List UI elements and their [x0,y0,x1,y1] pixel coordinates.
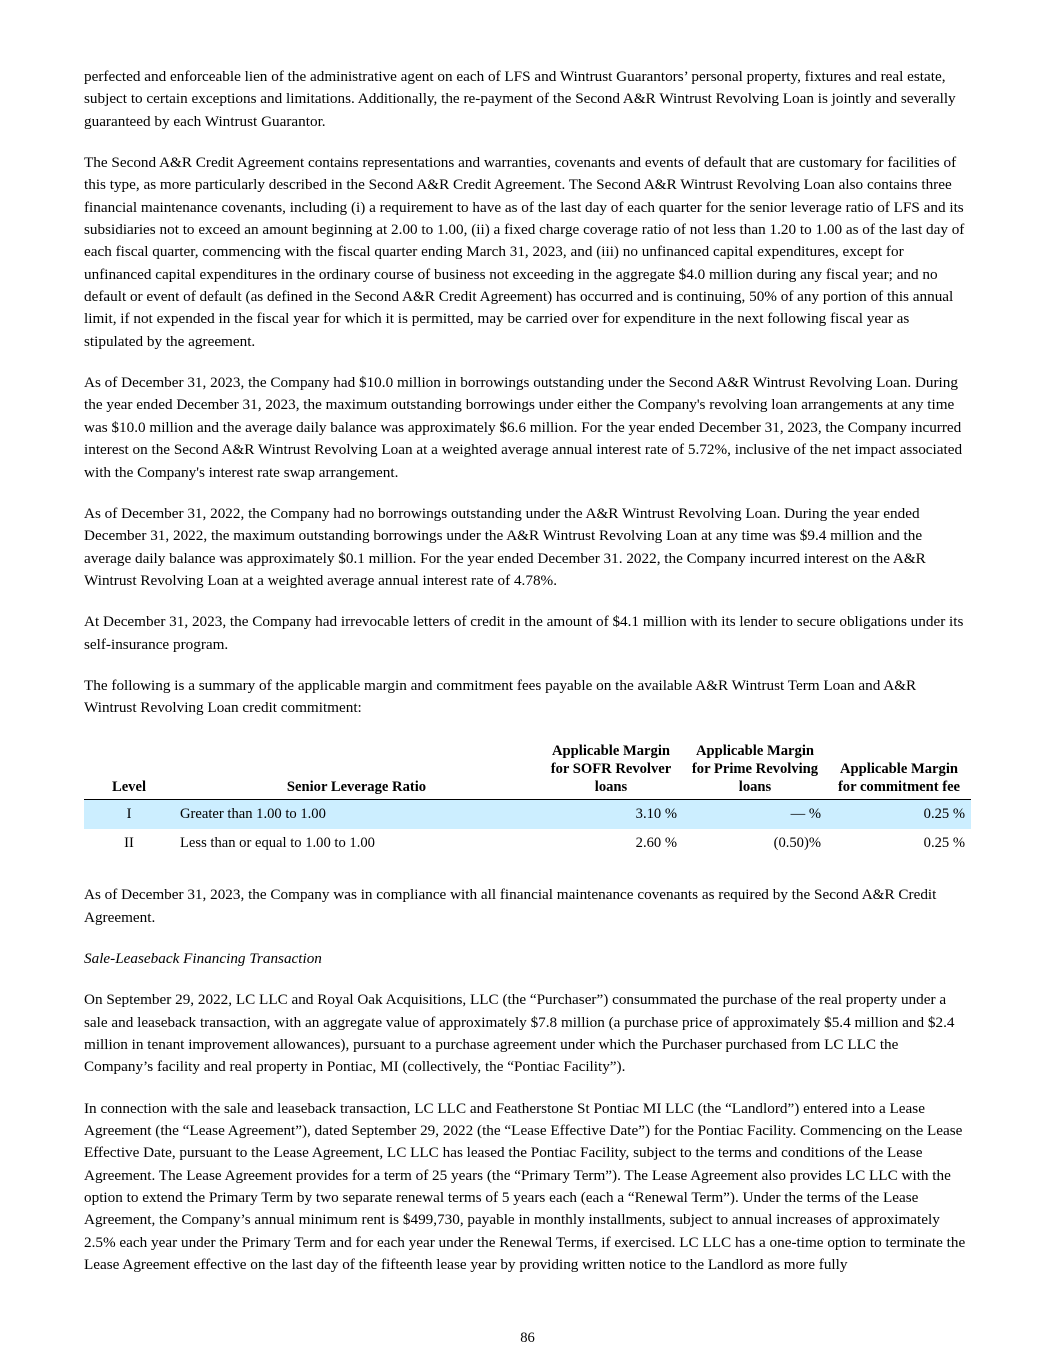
cell-level: I [84,800,174,829]
cell-sofr: 3.10 % [539,800,683,829]
column-header-senior-leverage-ratio: Senior Leverage Ratio [174,742,539,800]
applicable-margin-table [84,742,971,859]
column-header-level: Level [84,742,174,800]
cell-ratio: Greater than 1.00 to 1.00 [174,800,539,829]
cell-level: II [124,835,134,852]
cell-prime: — % [683,800,827,829]
body-paragraph: As of December 31, 2023, the Company had $10.0 million in borrowings outstanding under the Second A&R Wintrust Revolving Loan. During the year ended December 31, 2023, the maximum outstanding borrowings under either the Company's revolving loan arrangements at any time was $10.0 million and the average daily balance was approximately $6.6 million. For the year ended December 31, 2023, the Company incurred interest on the Second A&R Wintrust Revolving Loan at a weighted average annual interest rate of 5.72%, inclusive of the net impact associated with the Company's interest rate swap arrangement. [84,374,963,481]
cell-sofr: 2.60 % [635,835,677,852]
body-paragraph: At December 31, 2023, the Company had irrevocable letters of credit in the amount of $4.1 million with its lender to secure obligations under its self-insurance program. [84,613,964,653]
body-paragraph: In connection with the sale and leaseback transaction, LC LLC and Featherstone St Pontiac MI LLC (the “Landlord”) entered into a Lease Agreement (the “Lease Agreement”), dated September 29, 2022 (the “Lease Effective Date”) for the Pontiac Facility. Commencing on the Lease Effective Date, pursuant to the Lease Agreement, LC LLC has leased the Pontiac Facility, subject to the terms and conditions of the Lease Agreement. The Lease Agreement provides for a term of 25 years (the “Primary Term”). The Lease Agreement also provides LC LLC with the option to extend the Primary Term by two separate renewal terms of 5 years each (each a “Renewal Term”). Under the terms of the Lease Agreement, the Company’s annual minimum rent is $499,730, payable in monthly installments, subject to annual increases of approximately 2.5% each year under the Primary Term and for each year under the Renewal Terms, if exercised. LC LLC has a one-time option to terminate the Lease Agreement effective on the last day of the fifteenth lease year by providing written notice to the Landlord as more fully [84,1099,966,1274]
column-header-prime-margin: Applicable Margin for Prime Revolving loans [683,742,827,800]
body-paragraph: The Second A&R Credit Agreement contains representations and warranties, covenants and events of default that are customary for facilities of this type, as more particularly described in the Second A&R Credit Agreement. The Second A&R Wintrust Revolving Loan also contains three financial maintenance covenants, including (i) a requirement to have as of the last day of each quarter for the senior leverage ratio of LFS and its subsidiaries not to exceed an amount beginning at 2.00 to 1.00, (ii) a fixed charge coverage ratio of not less than 1.20 to 1.00 as of the last day of each fiscal quarter, commencing with the fiscal quarter ending March 31, 2023, and (iii) no unfinanced capital expenditures, except for unfinanced capital expenditures in the ordinary course of business not exceeding in the aggregate $4.0 million during any fiscal year; and no default or event of default (as defined in the Second A&R Credit Agreement) has occurred and is continuing, 50% of any portion of this annual limit, if not expended in the fiscal year for which it is permitted, may be carried over for expenditure in the next following fiscal year as stipulated by the agreement. [84,154,965,350]
table-row [84,800,971,829]
cell-commitment: 0.25 % [827,800,971,829]
cell-prime: (0.50)% [773,835,821,852]
body-paragraph: perfected and enforceable lien of the administrative agent on each of LFS and Wintrust Guarantors’ personal property, fixtures and real estate, subject to certain exceptions and limitations. Additionally, the re-payment of the Second A&R Wintrust Revolving Loan is jointly and severally guaranteed by each Wintrust Guarantor. [84,68,956,130]
section-heading: Sale-Leaseback Financing Transaction [84,949,322,967]
body-paragraph: As of December 31, 2022, the Company had no borrowings outstanding under the A&R Wintrust Revolving Loan. During the year ended December 31, 2022, the maximum outstanding borrowings under the A&R Wintrust Revolving Loan at any time was $9.4 million and the average daily balance was approximately $0.1 million. For the year ended December 31. 2022, the Company incurred interest on the A&R Wintrust Revolving Loan at a weighted average annual interest rate of 4.78%. [84,504,926,589]
body-paragraph: As of December 31, 2023, the Company was in compliance with all financial maintenance covenants as required by the Second A&R Credit Agreement. [84,886,937,926]
column-header-sofr-margin: Applicable Margin for SOFR Revolver loans [539,742,683,800]
cell-ratio: Less than or equal to 1.00 to 1.00 [180,835,375,852]
table-row [84,829,971,858]
column-header-commitment-fee-margin: Applicable Margin for commitment fee [827,742,971,800]
page-number: 86 [520,1330,535,1346]
body-paragraph: On September 29, 2022, LC LLC and Royal Oak Acquisitions, LLC (the “Purchaser”) consummated the purchase of the real property under a sale and leaseback transaction, with an aggregate value of approximately $7.8 million (a purchase price of approximately $5.4 million and $2.4 million in tenant improvement allowances), pursuant to a purchase agreement under which the Purchaser purchased from LC LLC the Company’s facility and real property in Pontiac, MI (collectively, the “Pontiac Facility”). [84,991,955,1076]
table-header-row [84,742,971,800]
body-paragraph: The following is a summary of the applicable margin and commitment fees payable on the available A&R Wintrust Term Loan and A&R Wintrust Revolving Loan credit commitment: [84,676,917,717]
cell-commitment: 0.25 % [923,835,965,852]
